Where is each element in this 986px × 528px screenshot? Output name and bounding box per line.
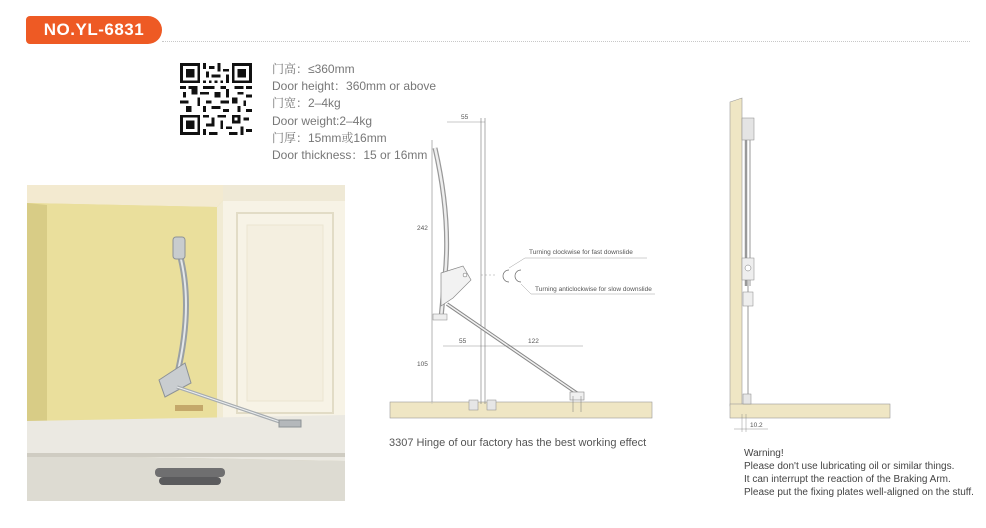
header-divider <box>162 41 970 42</box>
dim-base-left: 55 <box>459 338 467 345</box>
dim-height: 242 <box>417 225 428 232</box>
hinge-side-diagram <box>712 96 892 441</box>
note-clockwise: Turning clockwise for fast downslide <box>529 249 633 256</box>
dim-low: 105 <box>417 361 428 368</box>
warning-line-2: It can interrupt the reaction of the Braking Arm. <box>744 474 951 485</box>
qr-code-icon <box>180 63 252 135</box>
hinge-front-diagram <box>385 108 670 428</box>
spec-door-weight-cn: 门宽：2–4kg <box>272 96 341 111</box>
diagram-caption: 3307 Hinge of our factory has the best working effect <box>389 437 647 449</box>
warning-line-1: Please don't use lubricating oil or similar things. <box>744 461 955 472</box>
warning-notice <box>744 447 974 499</box>
spec-door-thickness-cn: 门厚：15mm或16mm <box>272 130 387 145</box>
spec-door-height-cn: 门高：≤360mm <box>272 62 355 76</box>
warning-line-3: Please put the fixing plates well-aligned on the stuff. <box>744 487 974 498</box>
model-number-badge: NO.YL-6831 <box>26 16 162 44</box>
product-photo <box>27 185 345 501</box>
spec-door-thickness-en: Door thickness：15 or 16mm <box>272 148 428 163</box>
spec-door-weight-en: Door weight:2–4kg <box>272 113 373 128</box>
dim-offset: 10.2 <box>750 422 763 429</box>
dim-top: 55 <box>461 114 469 121</box>
dim-base-right: 122 <box>528 338 539 345</box>
rotate-anticlockwise-icon <box>515 270 521 282</box>
drawer-handle <box>155 468 225 485</box>
warning-title: Warning! <box>744 448 784 459</box>
rotate-clockwise-icon <box>503 270 509 282</box>
note-anticlockwise: Turning anticlockwise for slow downslide <box>535 286 652 293</box>
spec-door-height-en: Door height：360mm or above <box>272 79 437 94</box>
